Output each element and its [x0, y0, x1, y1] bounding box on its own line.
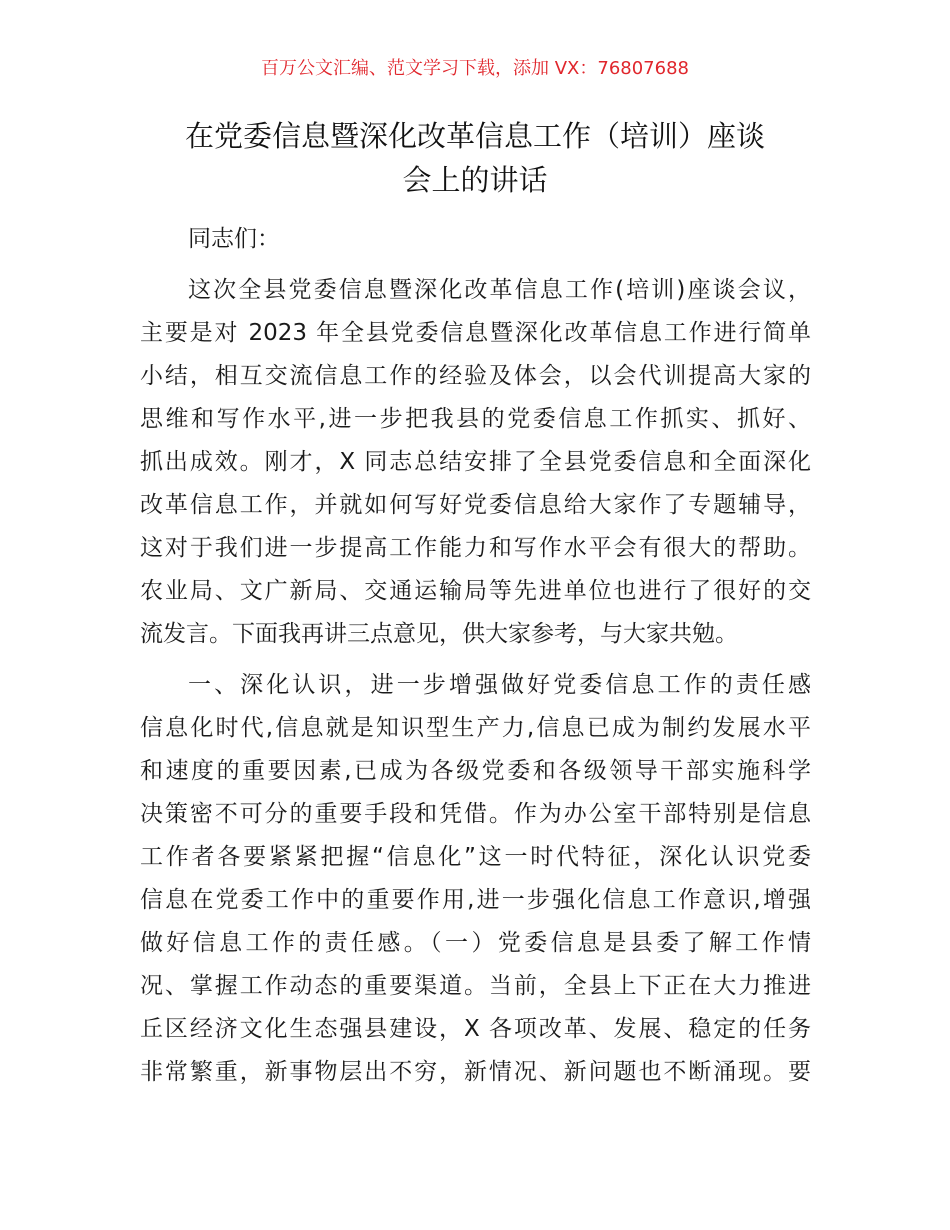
document-body: [140, 218, 811, 1102]
paragraph-intro: [140, 269, 811, 656]
text-line: 信息化时代,信息就是知识型生产力,信息已成为制约发展水平: [140, 715, 811, 741]
download-banner: 百万公文汇编、范文学习下载，添加 VX：76807688: [261, 58, 689, 79]
text-line: 小结，相互交流信息工作的经验及体会，以会代训提高大家的: [140, 363, 811, 389]
document-title: [130, 114, 820, 202]
greeting: 同志们：: [188, 226, 280, 252]
text-line: 这次全县党委信息暨深化改革信息工作(培训)座谈会议，: [188, 277, 811, 303]
text-line: 改革信息工作，并就如何写好党委信息给大家作了专题辅导，: [140, 492, 811, 518]
text-line: 流发言。下面我再讲三点意见，供大家参考，与大家共勉。: [140, 621, 738, 647]
text-line: 做好信息工作的责任感。（一）党委信息是县委了解工作情: [140, 930, 811, 956]
text-line: 工作者各要紧紧把握“信息化”这一时代特征，深化认识党委: [140, 844, 811, 870]
text-line: 和速度的重要因素,已成为各级党委和各级领导干部实施科学: [140, 758, 811, 784]
paragraph-section-1: [140, 664, 811, 1094]
text-line: 非常繁重，新事物层出不穷，新情况、新问题也不断涌现。要: [140, 1059, 811, 1085]
text-line: 丘区经济文化生态强县建设，X 各项改革、发展、稳定的任务: [140, 1016, 811, 1042]
title-line-1: 在党委信息暨深化改革信息工作（培训）座谈: [184, 119, 765, 153]
text-line: 这对于我们进一步提高工作能力和写作水平会有很大的帮助。: [140, 535, 811, 561]
greeting-paragraph: [140, 218, 811, 261]
text-line: 主要是对 2023 年全县党委信息暨深化改革信息工作进行简单: [140, 320, 811, 346]
text-line: 农业局、文广新局、交通运输局等先进单位也进行了很好的交: [140, 578, 811, 604]
text-line: 信息在党委工作中的重要作用,进一步强化信息工作意识,增强: [140, 887, 811, 913]
text-line: 思维和写作水平,进一步把我县的党委信息工作抓实、抓好、: [140, 406, 811, 432]
title-line-2: 会上的讲话: [402, 163, 548, 197]
text-line: 抓出成效。刚才，X 同志总结安排了全县党委信息和全面深化: [140, 449, 811, 475]
section-heading: 一、深化认识，进一步增强做好党委信息工作的责任感: [188, 672, 811, 698]
text-line: 决策密不可分的重要手段和凭借。作为办公室干部特别是信息: [140, 801, 811, 827]
text-line: 况、掌握工作动态的重要渠道。当前，全县上下正在大力推进: [140, 973, 811, 999]
